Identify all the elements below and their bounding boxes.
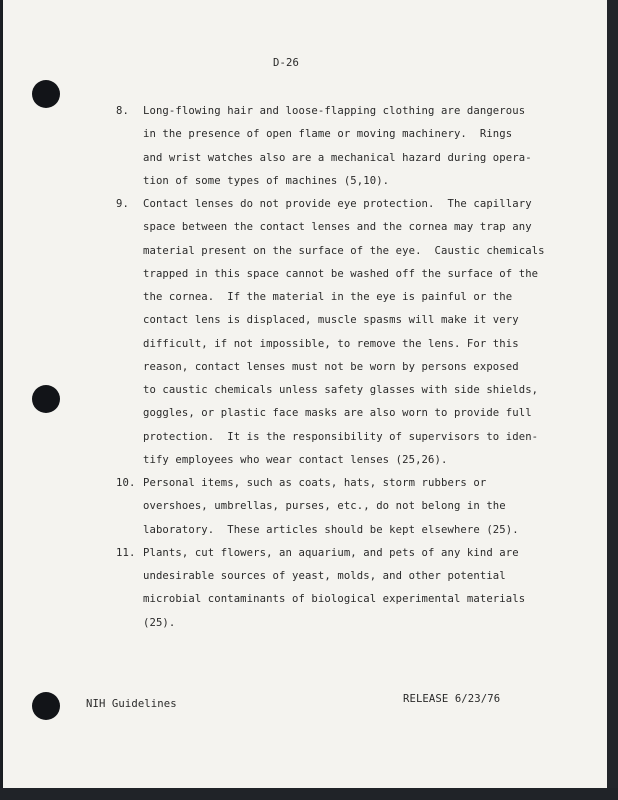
text-line: space between the contact lenses and the cornea may trap any <box>143 221 532 234</box>
text-line: tify employees who wear contact lenses (25,26). <box>143 453 448 466</box>
text-line: laboratory. These articles should be kept elsewhere (25). <box>143 523 519 536</box>
item-number: 9. <box>116 198 129 210</box>
text-line: (25). <box>143 616 176 629</box>
text-line: protection. It is the responsibility of supervisors to iden- <box>143 430 539 443</box>
footer-release-date: RELEASE 6/23/76 <box>403 693 501 705</box>
list-item <box>116 193 545 472</box>
item-text <box>143 100 532 193</box>
text-line: undesirable sources of yeast, molds, and other potential <box>143 570 506 582</box>
text-line: contact lens is displaced, muscle spasms will make it very <box>143 314 519 327</box>
item-text <box>143 542 525 635</box>
item-number: 11. <box>116 546 136 559</box>
text-line: trapped in this space cannot be washed off the surface of the <box>143 267 539 280</box>
text-line: difficult, if not impossible, to remove the lens. For this <box>143 337 519 350</box>
text-line: in the presence of open flame or moving machinery. Rings <box>143 128 513 141</box>
text-line: goggles, or plastic face masks are also worn to provide full <box>143 407 532 420</box>
item-number: 8. <box>116 105 129 117</box>
text-line: and wrist watches also are a mechanical hazard during opera- <box>143 151 532 164</box>
text-line: overshoes, umbrellas, purses, etc., do not belong in the <box>143 500 506 513</box>
text-line: Contact lenses do not provide eye protection. The capillary <box>143 198 532 210</box>
text-line: Plants, cut flowers, an aquarium, and pets of any kind are <box>143 546 519 559</box>
list-item <box>116 472 519 542</box>
text-line: reason, contact lenses must not be worn by persons exposed <box>143 360 519 373</box>
scan-border-bottom <box>0 788 618 800</box>
punch-hole-top <box>32 80 60 108</box>
item-text <box>143 472 519 542</box>
footer-title: NIH Guidelines <box>86 698 177 710</box>
text-line: to caustic chemicals unless safety glasses with side shields, <box>143 384 539 396</box>
text-line: Long-flowing hair and loose-flapping clothing are dangerous <box>143 105 526 117</box>
scan-border-right <box>607 0 618 800</box>
punch-hole-middle <box>32 385 60 413</box>
list-item <box>116 100 532 193</box>
item-text <box>143 193 545 472</box>
text-line: tion of some types of machines (5,10). <box>143 174 390 187</box>
item-number: 10. <box>116 477 136 489</box>
text-line: Personal items, such as coats, hats, storm rubbers or <box>143 477 487 489</box>
punch-hole-bottom <box>32 692 60 720</box>
list-item <box>116 542 526 635</box>
text-line: the cornea. If the material in the eye is painful or the <box>143 291 513 303</box>
text-line: material present on the surface of the eye. Caustic chemicals <box>143 244 545 257</box>
page-number: D-26 <box>273 57 299 69</box>
guideline-list <box>116 100 545 635</box>
text-line: microbial contaminants of biological experimental materials <box>143 593 526 606</box>
